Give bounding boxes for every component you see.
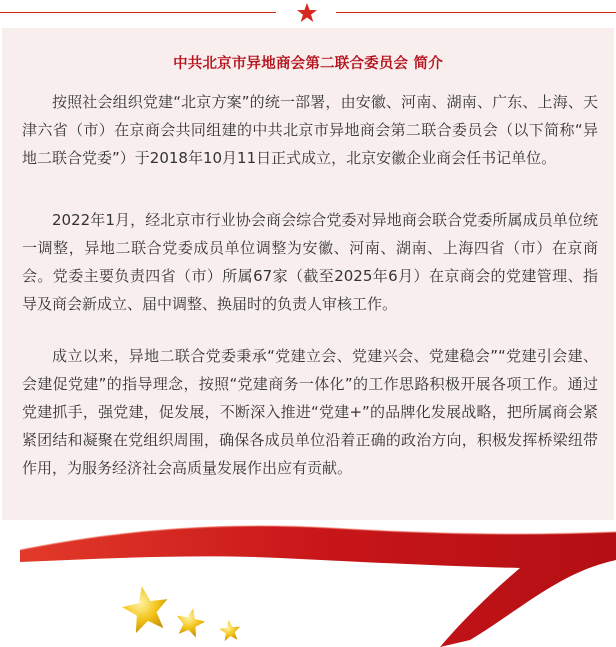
page-title: 中共北京市异地商会第二联合委员会 简介 bbox=[173, 56, 443, 72]
intro-paragraph-1: 按照社会组织党建“北京方案”的统一部署，由安徽、河南、湖南、广东、上海、天津六省（市）在京商会共同组建的中共北京市异地商会第二联合委员会（以下简称“异地二联合党委”）于2018年10月11日正式成立，北京安徽企业商会任书记单位。 bbox=[22, 93, 598, 167]
gold-star-small-icon bbox=[218, 619, 241, 642]
red-flag-ribbon bbox=[20, 526, 616, 647]
top-divider-right bbox=[336, 12, 616, 13]
top-divider-left bbox=[0, 12, 276, 13]
intro-paragraph-3: 成立以来，异地二联合党委秉承“党建立会、党建兴会、党建稳会”“党建引会建、会建促党建”的指导理念，按照“党建商务一体化”的工作思路积极开展各项工作。通过党建抓手，强党建，促发展，不断深入推进“党建+”的品牌化发展战略，把所属商会紧紧团结和凝聚在党组织周围，确保各成员单位沿着正确的政治方向，积极发挥桥梁纽带作用，为服务经济社会高质量发展作出应有贡献。 bbox=[22, 347, 598, 477]
star-icon bbox=[296, 2, 318, 24]
intro-paragraph-2: 2022年1月，经北京市行业协会商会综合党委对异地商会联合党委所属成员单位统一调整，异地二联合党委成员单位调整为安徽、河南、湖南、上海四省（市）在京商会。党委主要负责四省（市）所属67家（截至2025年6月）在京商会的党建管理、指导及商会新成立、届中调整、换届时的负责人审核工作。 bbox=[22, 211, 598, 313]
gold-star-large-icon bbox=[119, 582, 172, 634]
gold-star-medium-icon bbox=[173, 605, 207, 638]
decorative-flag-stars bbox=[0, 500, 616, 647]
